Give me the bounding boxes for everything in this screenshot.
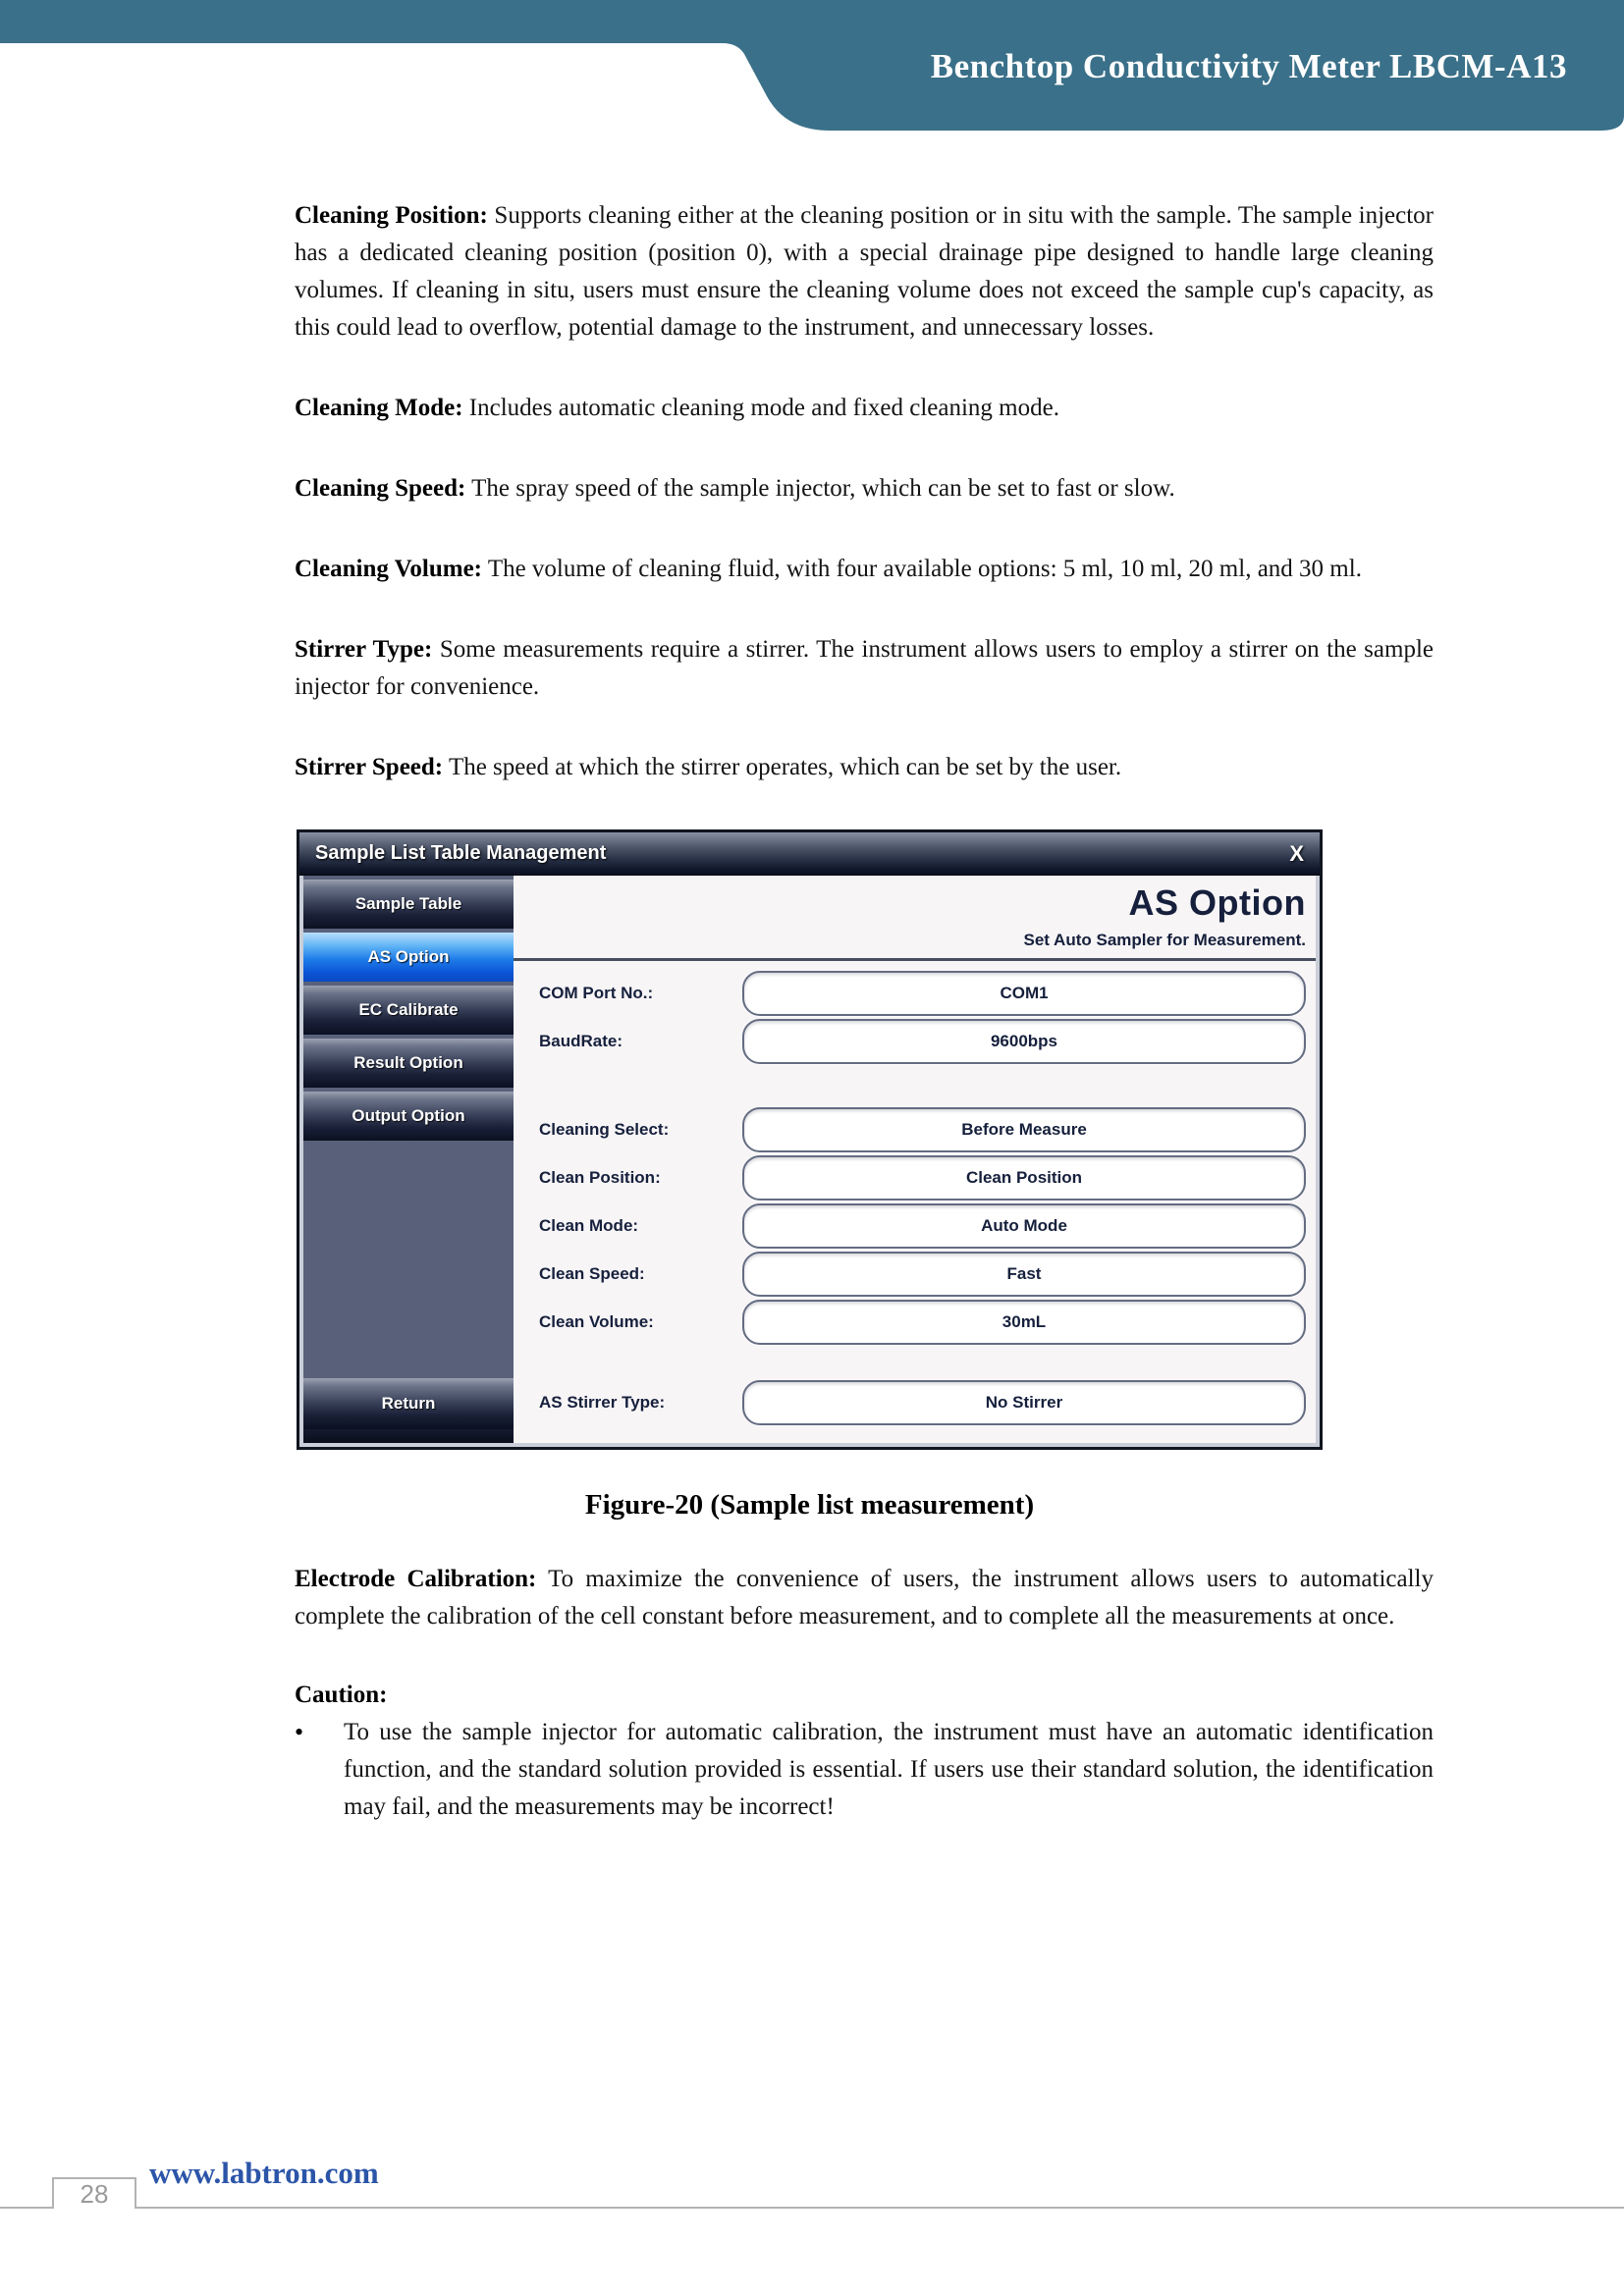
stirrer-type-select[interactable]: No Stirrer xyxy=(742,1380,1306,1425)
field-row-com-port xyxy=(539,971,1306,1016)
com-port-select[interactable]: COM1 xyxy=(742,971,1306,1016)
sidebar-item-sample-table[interactable]: Sample Table xyxy=(303,880,514,929)
field-label: BaudRate: xyxy=(539,1032,623,1050)
field-label: COM Port No.: xyxy=(539,984,654,1002)
paragraph-lead: Stirrer Type: xyxy=(295,636,433,663)
window-sidebar xyxy=(303,876,514,1443)
field-row-cleaning-select xyxy=(539,1107,1306,1152)
paragraph-body: Some measurements require a stirrer. The instrument allows users to employ a stirrer on the sample injector for convenience. xyxy=(295,636,1434,700)
cleaning-select[interactable]: Before Measure xyxy=(742,1107,1306,1152)
paragraph-electrode-calibration xyxy=(295,1561,1434,1635)
page-content xyxy=(295,197,1434,1826)
field-label: Cleaning Select: xyxy=(539,1120,670,1139)
baudrate-select[interactable]: 9600bps xyxy=(742,1019,1306,1064)
paragraph-body: Supports cleaning either at the cleaning position or in situ with the sample. The sample injector has a dedicated cleaning position (position 0), with a special drainage pipe designed to handle large cleaning volumes. If cleaning in situ, users must ensure the cleaning volume does not exceed the sample cup's capacity, as this could lead to overflow, potential damage to the instrument, and unnecessary losses. xyxy=(295,202,1435,341)
sidebar-item-ec-calibrate[interactable]: EC Calibrate xyxy=(303,986,514,1035)
paragraph-lead: Cleaning Speed: xyxy=(295,475,466,502)
field-label: AS Stirrer Type: xyxy=(539,1393,666,1412)
clean-position-select[interactable]: Clean Position xyxy=(742,1155,1306,1201)
paragraph-cleaning-position xyxy=(295,197,1434,347)
field-row-clean-position xyxy=(539,1155,1306,1201)
field-label: Clean Speed: xyxy=(539,1264,645,1283)
sidebar-item-as-option[interactable]: AS Option xyxy=(303,933,514,982)
paragraph-cleaning-volume xyxy=(295,551,1434,588)
sidebar-spacer xyxy=(303,1145,514,1378)
field-label: Clean Mode: xyxy=(539,1216,639,1235)
window-titlebar[interactable] xyxy=(299,832,1320,876)
field-row-clean-speed xyxy=(539,1252,1306,1297)
paragraph-lead: Cleaning Volume: xyxy=(295,556,483,582)
paragraph-cleaning-speed xyxy=(295,470,1434,507)
window-main-panel xyxy=(514,876,1316,1443)
bullet-icon: • xyxy=(295,1718,304,1746)
caution-bullet-item xyxy=(295,1714,1434,1826)
paragraph-stirrer-speed xyxy=(295,749,1434,786)
return-button[interactable]: Return xyxy=(303,1378,514,1429)
clean-volume-select[interactable]: 30mL xyxy=(742,1300,1306,1345)
paragraph-body: The volume of cleaning fluid, with four available options: 5 ml, 10 ml, 20 ml, and 30 ml. xyxy=(482,556,1362,582)
sidebar-item-result-option[interactable]: Result Option xyxy=(303,1039,514,1088)
caution-bullet-text: To use the sample injector for automatic calibration, the instrument must have an automatic identification function, and the standard solution provided is essential. If users use their standard solution, the identification may fail, and the measurements may be incorrect! xyxy=(344,1719,1434,1820)
panel-heading: AS Option xyxy=(1128,882,1306,923)
paragraph-body: The speed at which the stirrer operates, which can be set by the user. xyxy=(443,754,1122,780)
paragraph-lead: Electrode Calibration: xyxy=(295,1566,537,1592)
paragraph-cleaning-mode xyxy=(295,390,1434,427)
field-row-clean-mode xyxy=(539,1203,1306,1249)
caution-heading: Caution: xyxy=(295,1682,388,1708)
clean-mode-select[interactable]: Auto Mode xyxy=(742,1203,1306,1249)
paragraph-lead: Cleaning Position: xyxy=(295,202,488,229)
close-icon[interactable]: X xyxy=(1289,840,1304,866)
window-title: Sample List Table Management xyxy=(315,842,607,864)
sidebar-bottom-strip xyxy=(303,1429,514,1443)
page-header xyxy=(0,0,1624,133)
clean-speed-select[interactable]: Fast xyxy=(742,1252,1306,1297)
panel-divider xyxy=(514,958,1316,961)
paragraph-lead: Stirrer Speed: xyxy=(295,754,444,780)
sample-list-window xyxy=(297,829,1323,1450)
paragraph-body: To maximize the convenience of users, the instrument allows users to automatically complete the calibration of the cell constant before measurement, and to complete all the measurements at once. xyxy=(295,1566,1434,1629)
figure-caption: Figure-20 (Sample list measurement) xyxy=(584,1489,1035,1521)
page-footer xyxy=(0,2156,1624,2215)
field-row-clean-volume xyxy=(539,1300,1306,1345)
window-body xyxy=(299,876,1320,1447)
field-label: Clean Volume: xyxy=(539,1312,654,1331)
website-link[interactable]: www.labtron.com xyxy=(149,2156,379,2190)
paragraph-lead: Cleaning Mode: xyxy=(295,395,463,421)
field-row-baudrate xyxy=(539,1019,1306,1064)
footer-rule-right xyxy=(135,2207,1624,2209)
paragraph-body: Includes automatic cleaning mode and fixed cleaning mode. xyxy=(462,395,1059,421)
paragraph-stirrer-type xyxy=(295,631,1434,706)
page-number: 28 xyxy=(80,2178,109,2209)
document-title: Benchtop Conductivity Meter LBCM-A13 xyxy=(930,47,1567,85)
footer-rule-left xyxy=(0,2207,54,2209)
panel-subheading: Set Auto Sampler for Measurement. xyxy=(1023,931,1306,949)
field-row-stirrer-type xyxy=(539,1380,1306,1425)
paragraph-body: The spray speed of the sample injector, which can be set to fast or slow. xyxy=(465,475,1175,502)
sidebar-item-output-option[interactable]: Output Option xyxy=(303,1092,514,1141)
field-label: Clean Position: xyxy=(539,1168,661,1187)
page-number-tab xyxy=(52,2177,136,2209)
